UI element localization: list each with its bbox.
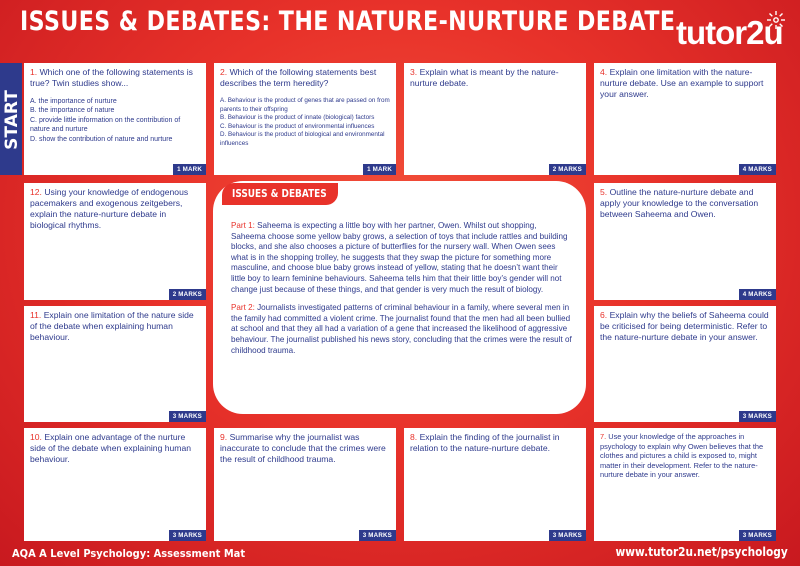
question-card-12 (24, 183, 206, 300)
marks-badge: 2 MARKS (549, 164, 586, 175)
tutor2u-logo-icon (766, 10, 786, 30)
marks-badge: 1 MARK (173, 164, 206, 175)
question-number: 4. (600, 67, 608, 77)
question-number: 5. (600, 187, 608, 197)
footer-website-link[interactable]: www.tutor2u.net/psychology (615, 545, 788, 559)
marks-badge: 3 MARKS (739, 411, 776, 422)
footer-course-label: AQA A Level Psychology: Assessment Mat (12, 547, 246, 560)
part-1-label: Part 1: (231, 221, 255, 230)
part-2-text: Journalists investigated patterns of criminal behaviour in a family, where several men in the family had committed a violent crime. The journalist found that the men had all been bullied at school and that they all had a variation of a gene that increased the likelihood of aggressive behaviour. The journalist published his news story, concluding that the crimes were the result of childhood trauma. (231, 303, 572, 355)
question-card-3 (404, 63, 586, 175)
option-item: D. Behaviour is the product of biological and environmental influences (220, 131, 385, 147)
question-card-8 (404, 428, 586, 541)
scenario-heading (222, 183, 338, 205)
part-2-label: Part 2: (231, 303, 255, 313)
option-item: A. the importance of nurture (30, 98, 117, 105)
question-card-5 (594, 183, 776, 300)
tutor2u-logo: tutor2u (676, 14, 783, 51)
question-text: Explain what is meant by the nature-nurture debate. (410, 67, 559, 88)
marks-badge: 4 MARKS (739, 164, 776, 175)
question-card-7 (594, 428, 776, 541)
question-number: 6. (600, 310, 608, 320)
question-number: 7. (600, 432, 607, 441)
marks-badge: 3 MARKS (169, 411, 206, 422)
start-label: START (2, 90, 22, 150)
question-number: 10. (30, 432, 42, 442)
marks-badge: 3 MARKS (169, 530, 206, 541)
scenario-heading-text: ISSUES & DEBATES (232, 188, 327, 200)
option-item: C. provide little information on the contribution of nature and nurture (30, 116, 181, 134)
option-item: B. Behaviour is the product of innate (biological) factors (220, 114, 375, 122)
question-number: 12. (30, 187, 42, 197)
marks-badge: 3 MARKS (359, 530, 396, 541)
marks-badge: 1 MARK (363, 164, 396, 175)
question-text: Outline the nature-nurture debate and apply your knowledge to the conversation between Saheema and Owen. (600, 187, 759, 219)
question-text: Explain the finding of the journalist in relation to the nature-nurture debate. (410, 432, 560, 453)
scenario-panel (213, 181, 586, 414)
page-title: ISSUES & DEBATES: THE NATURE-NURTURE DEBATE (20, 6, 676, 37)
marks-badge: 3 MARKS (739, 530, 776, 541)
question-number: 11. (30, 310, 42, 320)
option-item: C. Behaviour is the product of environmental influences (220, 122, 375, 130)
question-number: 1. (30, 67, 38, 77)
marks-badge: 2 MARKS (169, 289, 206, 300)
question-card-6 (594, 306, 776, 422)
question-card-4 (594, 63, 776, 175)
marks-badge: 3 MARKS (549, 530, 586, 541)
question-card-9 (214, 428, 396, 541)
question-text: Summarise why the journalist was inaccurate to conclude that the crimes were the result of childhood trauma. (220, 432, 386, 464)
scenario-part-1 (231, 221, 572, 295)
question-text: Explain why the beliefs of Saheema could be criticised for being deterministic. Refer to the nature-nurture debate in your answer. (600, 310, 769, 342)
part-1-text: Saheema is expecting a little boy with her partner, Owen. Whilst out shopping, Saheema choose some yellow baby grows, a selection of toys that include rattles and building blocks, and she also chooses a picture of butterflies for the nursery wall. When Owen sees what is in the shopping trolley, he suggests that they swap the picture for something more masculine, and choose blue baby grows instead of yellow, stating that he doesn’t want their little boy to learn feminine behaviours. Saheema tells him that their little boy’s gender will not change just because of these things, and that gender is very much the result of biology. (231, 221, 568, 294)
question-text: Which one of the following statements is true? Twin studies show... (30, 67, 193, 88)
option-list (220, 97, 390, 149)
question-text: Use your knowledge of the approaches in psychology to explain why Owen believes that the clothes and pictures a child is exposed to, might matter in their development. Refer to the nature-nurture debate in your answer. (600, 432, 764, 480)
option-item: D. show the contribution of nature and nurture (30, 135, 173, 143)
marks-badge: 4 MARKS (739, 289, 776, 300)
question-number: 2. (220, 67, 228, 77)
question-card-11 (24, 306, 206, 422)
question-text: Explain one limitation of the nature side of the debate when explaining human behaviour. (30, 310, 194, 342)
question-number: 9. (220, 432, 228, 442)
option-item: B. the importance of nature (30, 107, 115, 115)
option-list (30, 97, 200, 144)
question-card-10 (24, 428, 206, 541)
conversation-people-icon (510, 181, 572, 211)
question-text: Using your knowledge of endogenous pacemakers and exogenous zeitgebers, explain the nature-nurture debate in biological rhythms. (30, 187, 189, 230)
option-item: A. Behaviour is the product of genes that are passed on from parents to their offspring (220, 97, 390, 113)
question-card-2 (214, 63, 396, 175)
question-text: Explain one limitation with the nature-nurture debate. Use an example to support your answer. (600, 67, 764, 99)
question-number: 8. (410, 432, 418, 442)
question-text: Which of the following statements best describes the term heredity? (220, 67, 377, 88)
scenario-part-2 (231, 303, 572, 356)
question-text: Explain one advantage of the nurture side of the debate when explaining human behaviour. (30, 432, 192, 464)
question-number: 3. (410, 67, 418, 77)
question-card-1 (24, 63, 206, 175)
